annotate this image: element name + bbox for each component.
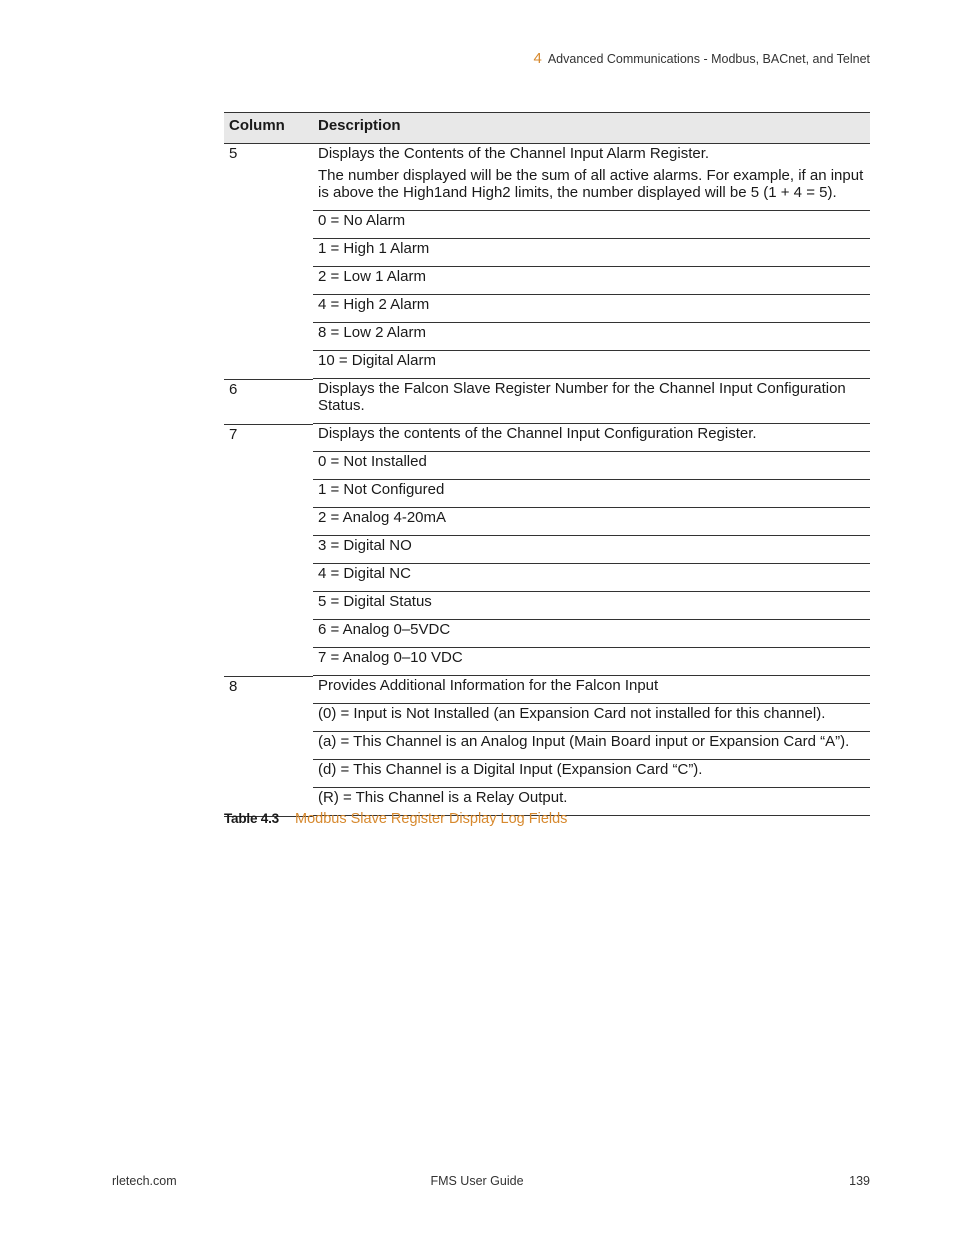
description-text: (0) = Input is Not Installed (an Expansion Card not installed for this channel). — [318, 705, 826, 722]
running-header — [533, 50, 870, 67]
register-table — [224, 112, 870, 817]
description-entry — [313, 267, 870, 295]
footer-website: rletech.com — [112, 1174, 177, 1188]
table-row — [224, 379, 870, 424]
description-entry — [313, 379, 870, 424]
description-text: Displays the Falcon Slave Register Number for the Channel Input Configuration Status. — [318, 380, 846, 414]
row-column-number: 7 — [224, 424, 313, 676]
table-row — [224, 144, 870, 380]
description-entry — [313, 452, 870, 480]
table-row — [224, 676, 870, 816]
description-text: 7 = Analog 0–10 VDC — [318, 649, 463, 666]
row-column-number: 6 — [224, 379, 313, 424]
description-text: 8 = Low 2 Alarm — [318, 324, 426, 341]
description-entry — [313, 676, 870, 704]
description-entry — [313, 592, 870, 620]
description-entry — [313, 508, 870, 536]
description-text: 10 = Digital Alarm — [318, 352, 436, 369]
column-header-column: Column — [224, 113, 313, 144]
table-body — [224, 144, 870, 817]
description-entry — [313, 620, 870, 648]
description-text: Provides Additional Information for the Falcon Input — [318, 677, 659, 694]
description-text: The number displayed will be the sum of all active alarms. For example, if an input is above the High1and High2 limits, the number displayed will be 5 (1 + 4 = 5). — [318, 167, 864, 201]
description-entry — [313, 760, 870, 788]
description-entry — [313, 536, 870, 564]
description-text: Displays the contents of the Channel Input Configuration Register. — [318, 425, 757, 442]
row-description — [313, 144, 870, 380]
table-header-row — [224, 113, 870, 144]
description-entry — [313, 323, 870, 351]
description-entry — [313, 239, 870, 267]
description-entry — [313, 424, 870, 452]
description-text: 6 = Analog 0–5VDC — [318, 621, 451, 638]
description-entry — [313, 480, 870, 508]
table-caption — [224, 811, 567, 827]
description-entry — [313, 351, 870, 379]
caption-label: Table 4.3 — [224, 811, 279, 826]
description-text: 4 = High 2 Alarm — [318, 296, 430, 313]
description-text: 0 = No Alarm — [318, 212, 406, 229]
description-text: 4 = Digital NC — [318, 565, 411, 582]
row-description — [313, 424, 870, 676]
description-text: 2 = Analog 4-20mA — [318, 509, 447, 526]
description-text: (R) = This Channel is a Relay Output. — [318, 789, 568, 806]
description-text: (a) = This Channel is an Analog Input (Main Board input or Expansion Card “A”). — [318, 733, 850, 750]
description-text: Displays the Contents of the Channel Input Alarm Register. — [318, 145, 710, 162]
row-column-number: 8 — [224, 676, 313, 816]
description-text: 3 = Digital NO — [318, 537, 412, 554]
description-text: 5 = Digital Status — [318, 593, 432, 610]
row-description — [313, 379, 870, 424]
caption-title: Modbus Slave Register Display Log Fields — [295, 811, 568, 827]
description-text: 1 = High 1 Alarm — [318, 240, 430, 257]
chapter-title: Advanced Communications - Modbus, BACnet, and Telnet — [547, 52, 870, 66]
description-text: (d) = This Channel is a Digital Input (Expansion Card “C”). — [318, 761, 703, 778]
description-text: 1 = Not Configured — [318, 481, 445, 498]
table-row — [224, 424, 870, 676]
description-entry — [313, 648, 870, 676]
description-entry — [313, 295, 870, 323]
description-entry — [313, 704, 870, 732]
description-text: 2 = Low 1 Alarm — [318, 268, 426, 285]
footer-guide-title: FMS User Guide — [430, 1174, 524, 1188]
description-entry — [313, 732, 870, 760]
description-text: 0 = Not Installed — [318, 453, 427, 470]
register-table-container — [224, 112, 870, 817]
footer-page-number: 139 — [849, 1174, 870, 1188]
column-header-description: Description — [313, 113, 870, 144]
chapter-number: 4 — [533, 50, 542, 67]
description-entry — [313, 144, 870, 211]
description-entry — [313, 564, 870, 592]
row-column-number: 5 — [224, 144, 313, 380]
description-entry — [313, 211, 870, 239]
row-description — [313, 676, 870, 816]
